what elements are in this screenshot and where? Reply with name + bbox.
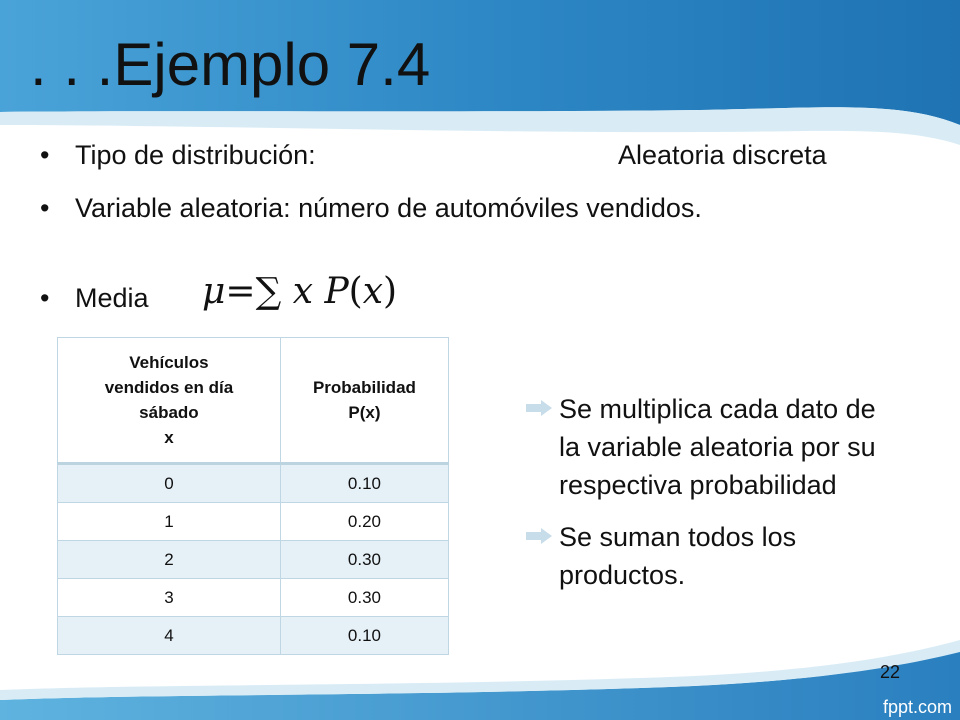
bullet-dot-icon: • bbox=[40, 140, 50, 170]
bullet-label: Tipo de distribución: bbox=[75, 140, 316, 170]
cell-px: 0.10 bbox=[280, 464, 448, 503]
bullet-dot-icon: • bbox=[40, 193, 50, 223]
cell-x: 4 bbox=[58, 617, 281, 655]
formula-mu: 𝜇 bbox=[202, 271, 226, 312]
distribution-value: Aleatoria discreta bbox=[618, 140, 827, 170]
table-header-row bbox=[58, 338, 449, 464]
table-row bbox=[58, 541, 449, 579]
step-text: Se multiplica cada dato de la variable aleatoria por su respectiva probabilidad bbox=[559, 394, 876, 500]
column-header-probability bbox=[280, 338, 448, 464]
slide-title: . . .Ejemplo 7.4 bbox=[30, 31, 431, 98]
step-item bbox=[526, 518, 886, 594]
cell-x: 0 bbox=[58, 464, 281, 503]
step-item bbox=[526, 390, 886, 504]
header-line: Vehículos bbox=[129, 353, 209, 372]
header-line: P(x) bbox=[348, 403, 381, 422]
arrow-bullet-icon bbox=[526, 400, 552, 416]
cell-x: 2 bbox=[58, 541, 281, 579]
cell-x: 3 bbox=[58, 579, 281, 617]
cell-px: 0.30 bbox=[280, 579, 448, 617]
table-row bbox=[58, 464, 449, 503]
cell-px: 0.20 bbox=[280, 503, 448, 541]
slide-number: 22 bbox=[880, 662, 901, 682]
formula-body: =∑ 𝑥 𝑃(𝑥) bbox=[225, 271, 398, 312]
table-row bbox=[58, 617, 449, 655]
bullet-label: Variable aleatoria: número de automóviles vendidos. bbox=[75, 193, 702, 223]
probability-table bbox=[57, 337, 449, 655]
steps-list bbox=[526, 390, 886, 594]
brand-footer: fppt.com bbox=[883, 697, 953, 717]
bullet-dot-icon: • bbox=[40, 283, 50, 313]
header-line: Probabilidad bbox=[312, 378, 416, 397]
mean-formula bbox=[202, 271, 397, 312]
header-line: sábado bbox=[139, 403, 199, 422]
cell-px: 0.30 bbox=[280, 541, 448, 579]
step-text: Se suman todos los productos. bbox=[559, 522, 797, 590]
table-row bbox=[58, 503, 449, 541]
header-line: x bbox=[164, 428, 174, 447]
cell-x: 1 bbox=[58, 503, 281, 541]
bullet-label: Media bbox=[75, 283, 149, 313]
header-line: vendidos en día bbox=[104, 378, 234, 397]
column-header-vehicles bbox=[58, 338, 281, 464]
arrow-bullet-icon bbox=[526, 528, 552, 544]
table-row bbox=[58, 579, 449, 617]
cell-px: 0.10 bbox=[280, 617, 448, 655]
